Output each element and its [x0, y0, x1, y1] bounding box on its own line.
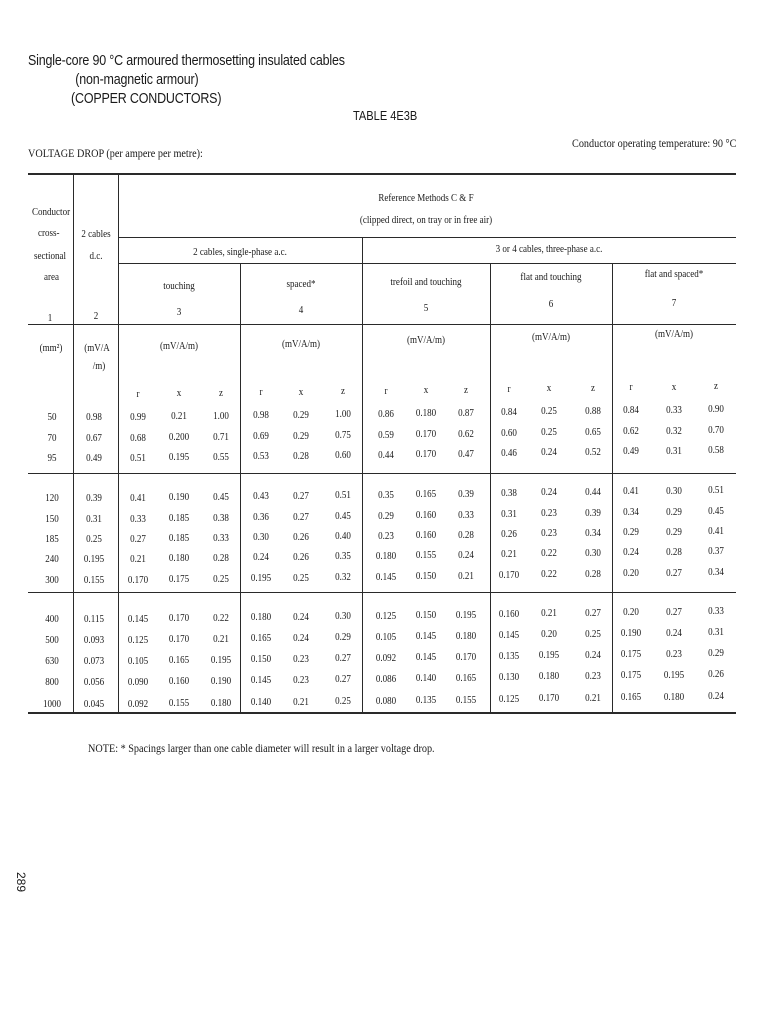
cell-value: 0.23: [293, 653, 309, 665]
cell-value: 1.00: [335, 408, 351, 420]
cell-value: 0.28: [585, 568, 601, 580]
cell-value: 0.36: [253, 511, 269, 523]
cell-value: 0.165: [415, 488, 437, 500]
cell-value: 0.52: [585, 446, 601, 458]
cell-value: 0.28: [458, 529, 474, 541]
cell-area: 50: [47, 411, 57, 423]
cell-value: 0.23: [541, 507, 557, 519]
cell-value: 0.160: [168, 675, 190, 687]
cell-value: 0.165: [250, 632, 272, 644]
cell-value: 0.86: [378, 408, 394, 420]
cell-value: 0.24: [585, 649, 601, 661]
cell-value: 0.155: [168, 697, 190, 709]
cell-area: 400: [45, 613, 59, 625]
cell-value: 0.46: [501, 447, 517, 459]
cell-value: 0.105: [127, 655, 149, 667]
cell-dc: 0.155: [83, 574, 105, 586]
rule-under-colnumbers: [28, 324, 736, 325]
divider-col-5: [490, 264, 491, 712]
cell-value: 0.20: [541, 628, 557, 640]
cell-value: 0.195: [538, 649, 560, 661]
header-three-phase: 3 or 4 cables, three-phase a.c.: [495, 243, 603, 255]
cell-value: 0.99: [130, 411, 146, 423]
cell-value: 0.185: [168, 532, 190, 544]
cell-area: 70: [47, 432, 57, 444]
cell-value: 0.090: [127, 676, 149, 688]
rxz-label: x: [671, 381, 677, 393]
cell-value: 0.34: [585, 527, 601, 539]
cell-value: 0.200: [168, 431, 190, 443]
cell-value: 0.21: [213, 633, 229, 645]
cell-value: 0.21: [501, 548, 517, 560]
cell-value: 0.24: [623, 546, 639, 558]
cell-dc: 0.093: [83, 634, 105, 646]
cell-value: 0.45: [213, 491, 229, 503]
rxz-label: z: [218, 387, 224, 399]
cell-value: 0.21: [130, 553, 146, 565]
cell-value: 0.27: [130, 533, 146, 545]
header-conductor-2: cross-: [38, 227, 60, 239]
cell-area: 630: [45, 655, 59, 667]
cell-value: 0.25: [585, 628, 601, 640]
cell-value: 0.44: [378, 449, 394, 461]
cell-value: 0.32: [335, 571, 351, 583]
cell-value: 0.44: [585, 486, 601, 498]
cell-value: 0.170: [538, 692, 560, 704]
cell-value: 0.27: [293, 511, 309, 523]
title-line-3: (COPPER CONDUCTORS): [71, 91, 222, 107]
header-flat-touching: flat and touching: [520, 271, 582, 283]
header-conductor-3: sectional: [34, 250, 67, 262]
cell-value: 0.22: [541, 568, 557, 580]
cell-value: 0.30: [253, 531, 269, 543]
cell-value: 0.180: [375, 550, 397, 562]
cell-value: 0.31: [708, 626, 724, 638]
cell-value: 0.45: [708, 505, 724, 517]
cell-value: 0.180: [663, 691, 685, 703]
col-number-6: 6: [548, 298, 554, 310]
cell-dc: 0.67: [86, 432, 102, 444]
cell-value: 0.140: [415, 672, 437, 684]
header-conductor-4: area: [44, 271, 60, 283]
cell-dc: 0.195: [83, 553, 105, 565]
rxz-label: x: [298, 386, 304, 398]
cell-value: 0.180: [415, 407, 437, 419]
cell-value: 0.41: [130, 492, 146, 504]
cell-value: 0.33: [213, 532, 229, 544]
cell-value: 0.170: [455, 651, 477, 663]
cell-value: 0.23: [585, 670, 601, 682]
cell-value: 0.195: [455, 609, 477, 621]
cell-value: 0.145: [415, 630, 437, 642]
cell-value: 0.65: [585, 426, 601, 438]
operating-temperature: Conductor operating temperature: 90 °C: [571, 136, 736, 150]
cell-value: 0.150: [415, 609, 437, 621]
cell-value: 0.190: [168, 491, 190, 503]
cell-value: 0.37: [708, 545, 724, 557]
cell-dc: 0.31: [86, 513, 102, 525]
cell-value: 0.22: [541, 547, 557, 559]
cell-value: 0.080: [375, 695, 397, 707]
cell-value: 0.24: [541, 486, 557, 498]
cell-value: 0.135: [498, 650, 520, 662]
cell-value: 0.22: [213, 612, 229, 624]
cell-area: 120: [45, 492, 59, 504]
cell-value: 0.180: [538, 670, 560, 682]
cell-value: 0.165: [620, 691, 642, 703]
cell-value: 0.32: [666, 425, 682, 437]
cell-value: 0.29: [293, 430, 309, 442]
cell-value: 0.125: [375, 610, 397, 622]
header-dc: d.c.: [89, 250, 103, 262]
cell-value: 0.21: [171, 410, 187, 422]
rxz-label: x: [176, 387, 182, 399]
cell-value: 0.33: [130, 513, 146, 525]
cell-value: 0.70: [708, 424, 724, 436]
rule-phase: [118, 263, 736, 264]
cell-value: 0.29: [293, 409, 309, 421]
cell-value: 0.20: [623, 606, 639, 618]
cell-dc: 0.045: [83, 698, 105, 710]
cell-value: 0.88: [585, 405, 601, 417]
cell-value: 0.24: [293, 611, 309, 623]
cell-dc: 0.115: [84, 613, 104, 625]
cell-value: 0.26: [501, 528, 517, 540]
title-line-2: (non-magnetic armour): [75, 72, 199, 88]
document-title: [28, 52, 345, 109]
unit-col-6: (mV/A/m): [531, 331, 571, 343]
unit-area: (mm²): [39, 342, 63, 354]
cell-value: 0.195: [168, 451, 190, 463]
cell-value: 0.145: [250, 674, 272, 686]
cell-value: 0.175: [620, 669, 642, 681]
divider-col-4: [362, 237, 363, 712]
cell-value: 0.190: [620, 627, 642, 639]
cell-value: 0.38: [213, 512, 229, 524]
cell-value: 0.27: [666, 606, 682, 618]
cell-value: 0.155: [415, 549, 437, 561]
cell-value: 0.24: [666, 627, 682, 639]
cell-value: 0.33: [458, 509, 474, 521]
cell-value: 0.35: [335, 550, 351, 562]
unit-col-5: (mV/A/m): [406, 334, 446, 346]
cell-value: 0.150: [415, 570, 437, 582]
cell-value: 0.75: [335, 429, 351, 441]
cell-value: 0.51: [130, 452, 146, 464]
unit-dc-2: /m): [92, 360, 106, 372]
cell-value: 0.27: [585, 607, 601, 619]
header-clipped: (clipped direct, on tray or in free air): [359, 214, 493, 226]
cell-value: 0.23: [293, 674, 309, 686]
cell-value: 0.28: [293, 450, 309, 462]
divider-col-2: [118, 174, 119, 712]
cell-value: 0.84: [501, 406, 517, 418]
cell-value: 0.41: [623, 485, 639, 497]
cell-value: 0.39: [585, 507, 601, 519]
cell-value: 0.180: [250, 611, 272, 623]
cell-value: 0.23: [541, 527, 557, 539]
cell-value: 0.21: [585, 692, 601, 704]
cell-value: 0.58: [708, 444, 724, 456]
rxz-label: x: [546, 382, 552, 394]
title-line-1: Single-core 90 °C armoured thermosetting insulated cables: [28, 53, 345, 69]
header-reference-methods: Reference Methods C & F: [378, 192, 474, 204]
table-note: NOTE: * Spacings larger than one cable diameter will result in a larger voltage drop.: [88, 741, 435, 755]
cell-value: 0.35: [378, 489, 394, 501]
divider-col-3: [240, 264, 241, 712]
table-bottom-rule: [28, 712, 736, 714]
header-conductor-1: Conductor: [32, 206, 71, 218]
cell-value: 0.98: [253, 409, 269, 421]
cell-area: 240: [45, 553, 59, 565]
cell-value: 0.180: [168, 552, 190, 564]
cell-value: 0.33: [666, 404, 682, 416]
cell-value: 0.62: [623, 425, 639, 437]
rxz-label: z: [713, 380, 719, 392]
cell-value: 0.27: [335, 673, 351, 685]
divider-col-6: [612, 264, 613, 712]
divider-col-1: [73, 174, 74, 712]
cell-value: 0.140: [250, 696, 272, 708]
cell-value: 0.160: [415, 509, 437, 521]
cell-value: 0.38: [501, 487, 517, 499]
cell-value: 0.25: [213, 573, 229, 585]
rxz-label: x: [423, 384, 429, 396]
cell-value: 0.30: [335, 610, 351, 622]
cell-value: 0.165: [168, 654, 190, 666]
cell-value: 0.27: [666, 567, 682, 579]
cell-value: 0.84: [623, 404, 639, 416]
col-number-5: 5: [423, 302, 429, 314]
col-number-7: 7: [671, 297, 677, 309]
cell-value: 0.25: [293, 572, 309, 584]
rxz-label: z: [590, 382, 596, 394]
cell-value: 0.160: [415, 529, 437, 541]
cell-value: 0.105: [375, 631, 397, 643]
cell-value: 0.26: [708, 668, 724, 680]
rule-ref-methods: [118, 237, 736, 238]
cell-area: 800: [45, 676, 59, 688]
cell-value: 0.21: [458, 570, 474, 582]
cell-value: 0.53: [253, 450, 269, 462]
cell-value: 0.51: [335, 489, 351, 501]
cell-value: 0.170: [127, 574, 149, 586]
cell-value: 0.28: [666, 546, 682, 558]
unit-dc-1: (mV/A: [84, 342, 110, 354]
rxz-label: r: [259, 386, 263, 398]
cell-value: 0.43: [253, 490, 269, 502]
col-number-1: 1: [47, 312, 53, 324]
cell-value: 0.175: [168, 573, 190, 585]
cell-value: 0.160: [498, 608, 520, 620]
cell-value: 0.41: [708, 525, 724, 537]
cell-value: 0.30: [666, 485, 682, 497]
rule-group-1: [28, 473, 736, 474]
cell-value: 0.40: [335, 530, 351, 542]
cell-value: 1.00: [213, 410, 229, 422]
cell-value: 0.170: [498, 569, 520, 581]
cell-value: 0.29: [335, 631, 351, 643]
cell-value: 0.145: [415, 651, 437, 663]
cell-area: 95: [47, 452, 57, 464]
rxz-label: r: [384, 385, 388, 397]
cell-value: 0.170: [415, 448, 437, 460]
cell-value: 0.23: [378, 530, 394, 542]
cell-value: 0.26: [293, 531, 309, 543]
cell-dc: 0.49: [86, 452, 102, 464]
cell-value: 0.55: [213, 451, 229, 463]
col-number-3: 3: [176, 306, 182, 318]
cell-value: 0.180: [210, 697, 232, 709]
cell-area: 500: [45, 634, 59, 646]
cell-value: 0.30: [585, 547, 601, 559]
cell-value: 0.165: [455, 672, 477, 684]
cell-value: 0.60: [335, 449, 351, 461]
unit-col-4: (mV/A/m): [281, 338, 321, 350]
cell-value: 0.130: [498, 671, 520, 683]
cell-value: 0.20: [623, 567, 639, 579]
cell-value: 0.33: [708, 605, 724, 617]
cell-value: 0.39: [458, 488, 474, 500]
cell-value: 0.195: [663, 669, 685, 681]
rxz-label: r: [629, 381, 633, 393]
cell-value: 0.45: [335, 510, 351, 522]
page-number: 289: [14, 872, 28, 893]
cell-value: 0.34: [623, 506, 639, 518]
cell-value: 0.086: [375, 673, 397, 685]
header-two-cables: 2 cables: [81, 228, 111, 240]
cell-value: 0.25: [541, 405, 557, 417]
cell-value: 0.26: [293, 551, 309, 563]
header-touching: touching: [163, 280, 195, 292]
cell-value: 0.34: [708, 566, 724, 578]
cell-value: 0.29: [623, 526, 639, 538]
rxz-label: z: [463, 384, 469, 396]
rxz-label: r: [136, 388, 140, 400]
cell-value: 0.092: [127, 698, 149, 710]
cell-value: 0.185: [168, 512, 190, 524]
cell-value: 0.145: [498, 629, 520, 641]
cell-dc: 0.073: [83, 655, 105, 667]
cell-value: 0.68: [130, 432, 146, 444]
cell-value: 0.180: [455, 630, 477, 642]
cell-value: 0.29: [378, 510, 394, 522]
cell-value: 0.092: [375, 652, 397, 664]
cell-value: 0.125: [498, 693, 520, 705]
cell-value: 0.125: [127, 634, 149, 646]
cell-value: 0.31: [501, 508, 517, 520]
cell-value: 0.175: [620, 648, 642, 660]
cell-value: 0.145: [127, 613, 149, 625]
header-spaced: spaced*: [286, 278, 316, 290]
cell-value: 0.170: [168, 612, 190, 624]
cell-value: 0.150: [250, 653, 272, 665]
cell-value: 0.135: [415, 694, 437, 706]
cell-value: 0.60: [501, 427, 517, 439]
cell-area: 1000: [42, 698, 62, 710]
voltage-drop-label: VOLTAGE DROP (per ampere per metre):: [28, 146, 203, 160]
header-trefoil: trefoil and touching: [390, 276, 462, 288]
cell-value: 0.145: [375, 571, 397, 583]
cell-dc: 0.98: [86, 411, 102, 423]
cell-value: 0.90: [708, 403, 724, 415]
rxz-label: z: [340, 385, 346, 397]
cell-value: 0.155: [455, 694, 477, 706]
col-number-2: 2: [93, 310, 99, 322]
cell-value: 0.25: [541, 426, 557, 438]
cell-dc: 0.056: [83, 676, 105, 688]
cell-value: 0.190: [210, 675, 232, 687]
rule-group-2: [28, 592, 736, 593]
cell-value: 0.62: [458, 428, 474, 440]
col-number-4: 4: [298, 304, 304, 316]
cell-value: 0.21: [293, 696, 309, 708]
cell-value: 0.170: [415, 428, 437, 440]
cell-area: 300: [45, 574, 59, 586]
cell-value: 0.195: [210, 654, 232, 666]
cell-value: 0.24: [458, 549, 474, 561]
cell-value: 0.29: [666, 526, 682, 538]
cell-value: 0.24: [293, 632, 309, 644]
cell-value: 0.29: [708, 647, 724, 659]
cell-area: 150: [45, 513, 59, 525]
cell-value: 0.21: [541, 607, 557, 619]
table-top-rule: [28, 173, 736, 175]
header-flat-spaced: flat and spaced*: [644, 268, 704, 280]
cell-value: 0.47: [458, 448, 474, 460]
cell-dc: 0.39: [86, 492, 102, 504]
cell-value: 0.71: [213, 431, 229, 443]
cell-value: 0.51: [708, 484, 724, 496]
cell-value: 0.170: [168, 633, 190, 645]
cell-dc: 0.25: [86, 533, 102, 545]
cell-area: 185: [45, 533, 59, 545]
cell-value: 0.24: [708, 690, 724, 702]
cell-value: 0.59: [378, 429, 394, 441]
cell-value: 0.49: [623, 445, 639, 457]
table-id: TABLE 4E3B: [353, 108, 418, 123]
cell-value: 0.25: [335, 695, 351, 707]
cell-value: 0.31: [666, 445, 682, 457]
cell-value: 0.87: [458, 407, 474, 419]
cell-value: 0.27: [335, 652, 351, 664]
cell-value: 0.195: [250, 572, 272, 584]
cell-value: 0.24: [541, 446, 557, 458]
rxz-label: r: [507, 383, 511, 395]
header-single-phase: 2 cables, single-phase a.c.: [193, 246, 287, 258]
cell-value: 0.69: [253, 430, 269, 442]
cell-value: 0.23: [666, 648, 682, 660]
cell-value: 0.24: [253, 551, 269, 563]
unit-col-7: (mV/A/m): [654, 328, 694, 340]
unit-col-3: (mV/A/m): [159, 340, 199, 352]
cell-value: 0.27: [293, 490, 309, 502]
cell-value: 0.28: [213, 552, 229, 564]
cell-value: 0.29: [666, 506, 682, 518]
